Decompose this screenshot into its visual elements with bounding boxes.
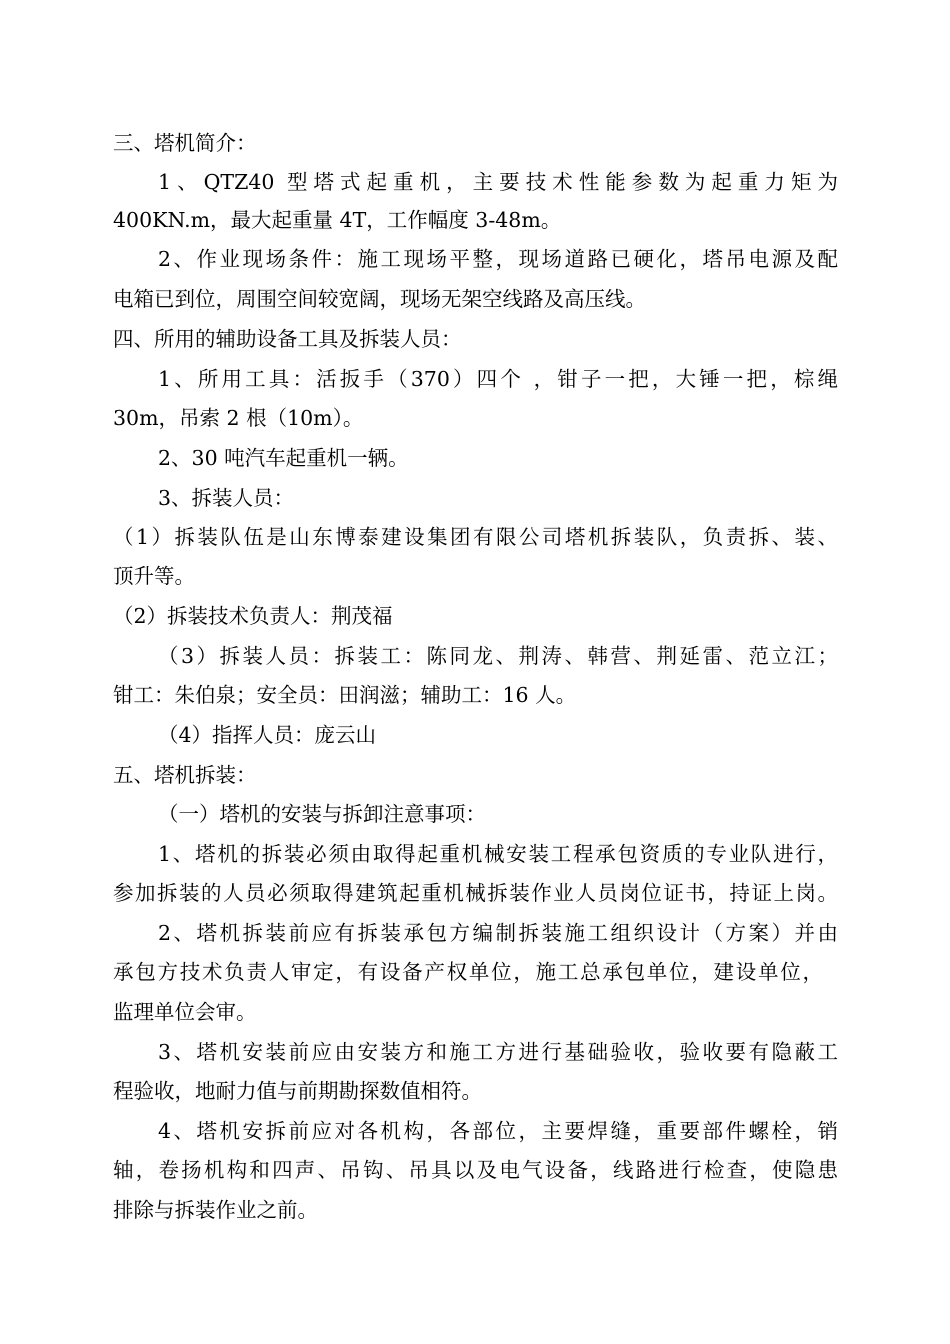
section-heading: 四、所用的辅助设备工具及拆装人员： [113, 327, 462, 351]
paragraph-line: 30m，吊索 2 根（10m）。 [113, 406, 364, 430]
paragraph-line: （2）拆装技术负责人：荆茂福 [113, 604, 393, 628]
paragraph-line: 程验收，地耐力值与前期勘探数值相符。 [113, 1079, 482, 1103]
paragraph-line: 1、所用工具：活扳手（370）四个 ，钳子一把，大锤一把，棕绳 [158, 367, 838, 391]
paragraph-line: 1、塔机的拆装必须由取得起重机械安装工程承包资质的专业队进行， [158, 842, 838, 866]
paragraph-line: 轴，卷扬机构和四声、吊钩、吊具以及电气设备，线路进行检查，使隐患 [113, 1158, 838, 1182]
section-heading: 五、塔机拆装： [113, 763, 257, 787]
paragraph-line: （1）拆装队伍是山东博泰建设集团有限公司塔机拆装队，负责拆、装、 [113, 525, 838, 549]
paragraph-line: 3、拆装人员： [158, 486, 295, 510]
paragraph-line: 钳工：朱伯泉；安全员：田润滋；辅助工：16 人。 [113, 683, 577, 707]
paragraph-line: 电箱已到位，周围空间较宽阔，现场无架空线路及高压线。 [113, 287, 646, 311]
paragraph-line: 参加拆装的人员必须取得建筑起重机械拆装作业人员岗位证书，持证上岗。 [113, 881, 838, 905]
paragraph-line: 4、塔机安拆前应对各机构，各部位，主要焊缝，重要部件螺栓，销 [158, 1119, 838, 1143]
paragraph-line: （3）拆装人员：拆装工：陈同龙、荆涛、韩营、荆延雷、范立江； [158, 644, 838, 668]
paragraph-line: 400KN.m，最大起重量 4T，工作幅度 3-48m。 [113, 208, 562, 232]
paragraph-line: 承包方技术负责人审定，有设备产权单位，施工总承包单位，建设单位， [113, 960, 823, 984]
subsection-heading: （一）塔机的安装与拆卸注意事项： [158, 802, 486, 826]
paragraph-line: （4）指挥人员：庞云山 [158, 723, 377, 747]
paragraph-line: 3、塔机安装前应由安装方和施工方进行基础验收，验收要有隐蔽工 [158, 1040, 838, 1064]
paragraph-line: 顶升等。 [113, 564, 195, 588]
paragraph-line: 2、30 吨汽车起重机一辆。 [158, 446, 409, 470]
paragraph-line: 排除与拆装作业之前。 [113, 1198, 318, 1222]
paragraph-line: 2、塔机拆装前应有拆装承包方编制拆装施工组织设计（方案）并由 [158, 921, 838, 945]
section-heading: 三、塔机简介： [113, 131, 257, 155]
paragraph-line: 监理单位会审。 [113, 1000, 257, 1024]
paragraph-line: 1、QTZ40 型塔式起重机，主要技术性能参数为起重力矩为 [158, 170, 838, 194]
paragraph-line: 2、作业现场条件：施工现场平整，现场道路已硬化，塔吊电源及配 [158, 247, 838, 271]
